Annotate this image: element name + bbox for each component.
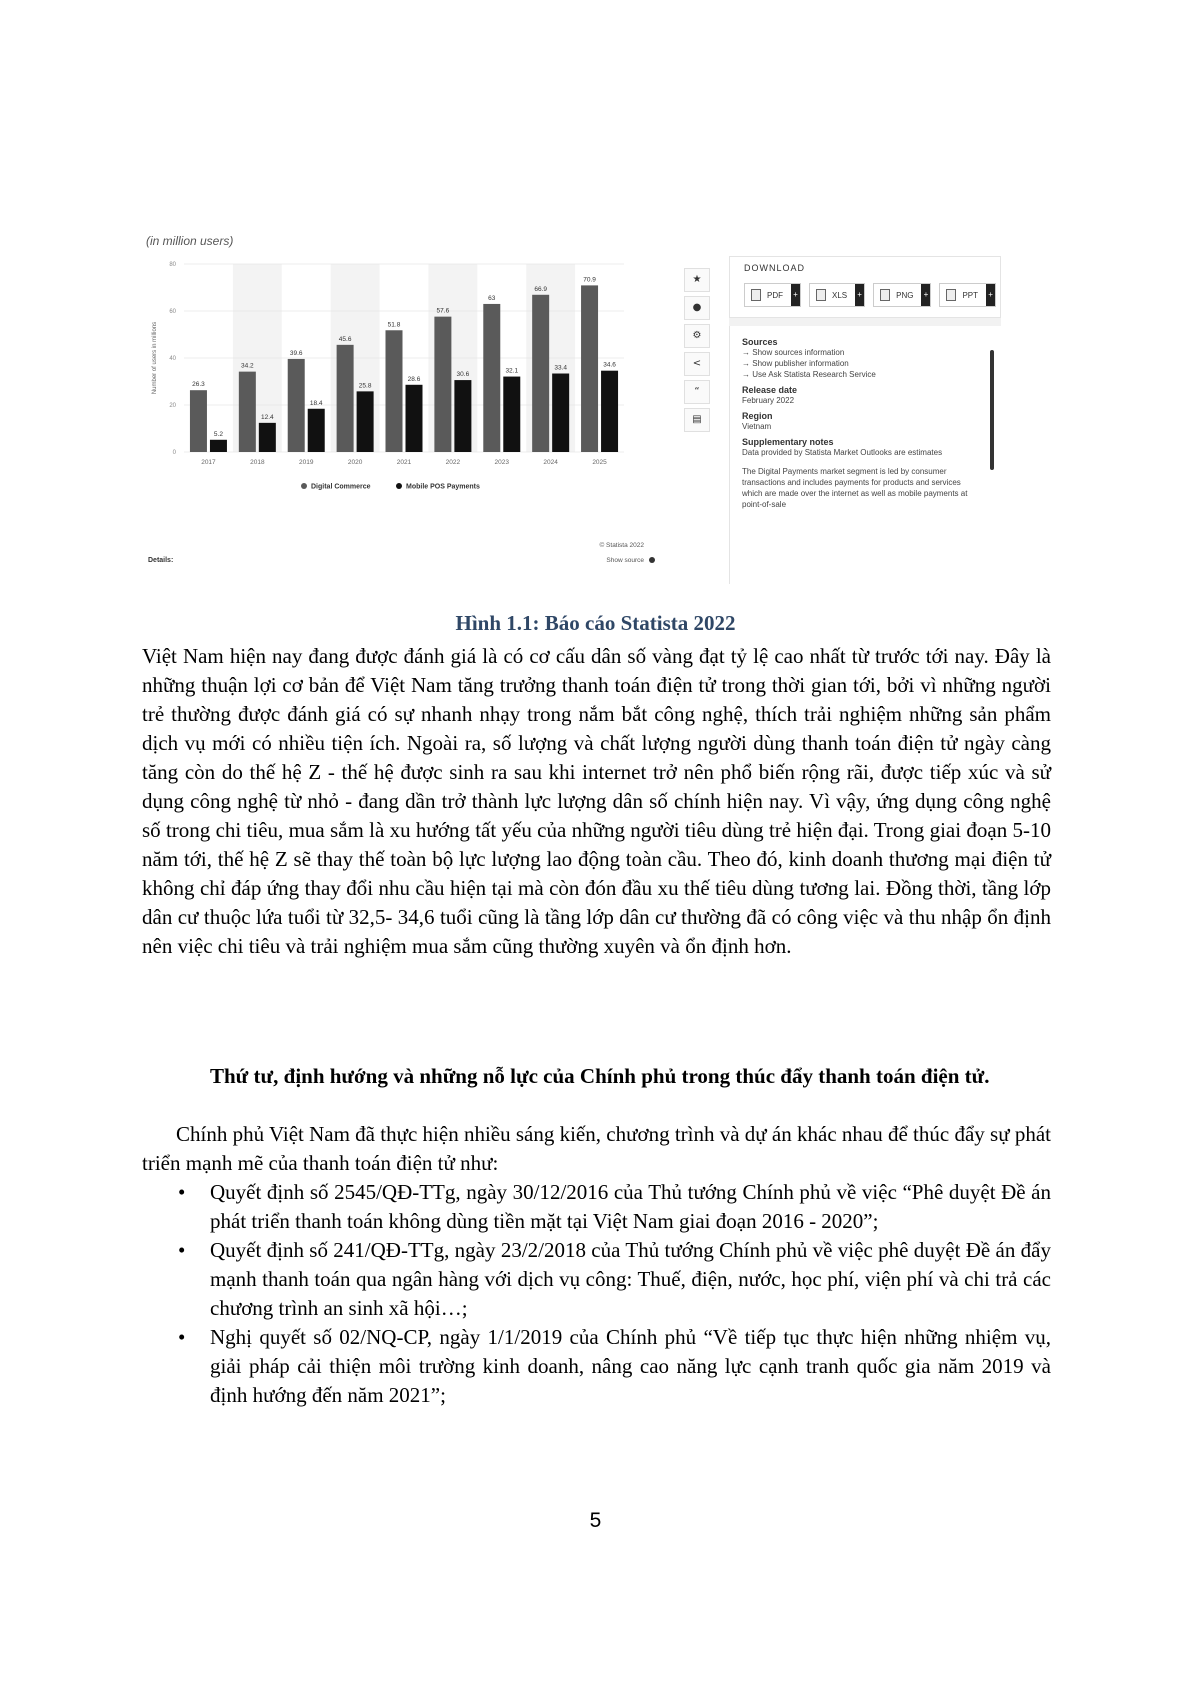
scrollbar[interactable] [990,350,994,470]
x-tick-label: 2018 [250,459,265,466]
list-item [142,1236,1051,1323]
bell-icon[interactable]: ● [684,296,710,320]
decision-list [142,1178,1051,1410]
bar-mobile-pos [357,391,374,452]
download-xls-button[interactable] [809,283,865,307]
region-value: Vietnam [742,422,772,431]
bar-chart [144,256,672,584]
list-item-text: Nghị quyết số 02/NQ-CP, ngày 1/1/2019 của Chính phủ “Về tiếp tục thực hiện những nhiệm vụ, giải pháp cải thiện môi trường kinh doanh, nâng cao năng lực cạnh tranh quốc gia năm 2019 và định hướng đến năm 2021”; [210,1325,1051,1407]
unit-caption: (in million users) [146,234,234,248]
plus-icon: + [986,284,995,306]
data-label: 18.4 [309,399,323,407]
download-buttons [744,283,996,307]
publisher-link-text: Show publisher information [752,359,849,368]
statista-figure [144,228,1001,584]
data-label: 66.9 [534,285,547,293]
x-tick-label: 2023 [494,459,510,466]
data-label: 32.1 [505,367,519,375]
y-tick-label: 60 [169,309,176,315]
figure-caption: Hình 1.1: Báo cáo Statista 2022 [455,611,736,635]
download-xls-label: XLS [832,290,848,300]
download-pdf-label: PDF [767,290,783,300]
info-icon [649,557,655,563]
bar-digital-commerce [190,390,207,452]
bullet-icon: • [178,1238,186,1262]
bar-digital-commerce [483,304,500,452]
file-icon [946,289,956,301]
bar-digital-commerce [239,372,256,452]
page-number: 5 [589,1509,602,1532]
sources-link[interactable]: → Show sources information [742,348,845,357]
bar-mobile-pos [210,440,227,452]
data-label: 28.6 [407,375,421,383]
x-tick-label: 2022 [445,459,461,466]
bar-mobile-pos [259,423,276,452]
bullet-icon: • [178,1180,186,1204]
star-icon[interactable]: ★ [684,268,710,292]
list-item [142,1323,1051,1410]
download-png-button[interactable] [873,283,931,307]
file-icon [880,289,890,301]
data-label: 5.2 [213,430,223,438]
notes-value: Data provided by Statista Market Outlooks are estimates [742,448,943,457]
data-label: 34.2 [241,362,254,370]
download-ppt-button[interactable] [939,283,996,307]
data-label: 26.3 [192,381,205,389]
bar-mobile-pos [601,371,618,452]
data-label: 51.8 [387,321,401,329]
research-service-link[interactable]: → Use Ask Statista Research Service [742,370,876,379]
release-value: February 2022 [742,396,795,405]
side-panel [729,256,1001,584]
legend-label: Digital Commerce [311,483,371,491]
legend-marker [396,483,402,489]
data-label: 57.6 [436,307,450,315]
y-tick-label: 0 [172,450,176,456]
bar-mobile-pos [406,385,423,452]
bar-digital-commerce [386,330,403,452]
list-item-text: Quyết định số 2545/QĐ-TTg, ngày 30/12/2016 của Thủ tướng Chính phủ về việc “Phê duyệt Đề án phát triển thanh toán không dùng tiền mặt tại Việt Nam giai đoạn 2016 - 2020”; [210,1180,1051,1233]
data-label: 39.6 [289,349,303,357]
bar-mobile-pos [454,380,471,452]
data-label: 63 [488,294,496,302]
bar-digital-commerce [434,317,451,452]
data-label: 45.6 [338,335,352,343]
bar-digital-commerce [288,359,305,452]
details-label: Details: [148,557,174,564]
region-title: Region [742,411,773,421]
x-tick-label: 2021 [396,459,412,466]
data-label: 70.9 [583,276,596,284]
bar-digital-commerce [581,285,598,452]
y-tick-label: 40 [169,356,176,362]
bar-mobile-pos [552,374,569,452]
data-label: 33.4 [554,364,567,372]
share-icon[interactable]: < [684,352,710,376]
paragraph-2: Chính phủ Việt Nam đã thực hiện nhiều sáng kiến, chương trình và dự án khác nhau để thúc đẩy sự phát triển mạnh mẽ của thanh toán điện tử như: [142,1122,1051,1175]
file-icon [816,289,826,301]
download-png-label: PNG [896,290,914,300]
release-title: Release date [742,385,798,395]
quote-icon[interactable]: “ [684,380,710,404]
download-ppt-label: PPT [962,290,979,300]
download-pdf-button[interactable] [744,283,801,307]
x-tick-label: 2017 [201,459,216,466]
chart-panel [144,256,672,584]
print-icon[interactable]: ▤ [684,408,710,432]
bar-digital-commerce [337,345,354,452]
legend-label: Mobile POS Payments [406,483,480,491]
y-tick-label: 80 [169,262,176,268]
data-label: 12.4 [261,413,274,421]
paragraph-1: Việt Nam hiện nay đang được đánh giá là có cơ cấu dân số vàng đạt tỷ lệ cao nhất từ trước tới nay. Đây là những thuận lợi cơ bản để Việt Nam tăng trưởng thanh toán điện tử trong thời gian tới, bởi vì những người trẻ thường được đánh giá có sự nhanh nhạy trong nắm bắt công nghệ, thích trải nghiệm những sản phẩm dịch vụ mới có nhiều tiện ích. Ngoài ra, số lượng và chất lượng người dùng thanh toán điện tử ngày càng tăng còn do thế hệ Z - thế hệ được sinh ra sau khi internet trở nên phổ biến rộng rãi, được tiếp xúc và sử dụng công nghệ từ nhỏ - đang dần trở thành lực lượng dân số chính hiện nay. Vì vậy, ứng dụng công nghệ số trong chi tiêu, mua sắm là xu hướng tất yếu của những người tiêu dùng trẻ hiện đại. Trong giai đoạn 5-10 năm tới, thế hệ Z sẽ thay thế toàn bộ lực lượng lao động toàn cầu. Theo đó, kinh doanh thương mại điện tử không chỉ đáp ứng thay đổi nhu cầu hiện tại mà còn đón đầu xu thế tiêu dùng tương lai. Đồng thời, tầng lớp dân cư thuộc lứa tuổi từ 32,5- 34,6 tuổi cũng là tầng lớp dân cư thường đã có công việc và thu nhập ổn định nên việc chi tiêu và trải nghiệm mua sắm cũng thường xuyên và ổn định hơn. [142,644,1051,958]
show-source-link: Show source [606,557,644,564]
x-tick-label: 2019 [298,459,314,466]
info-box [729,326,1002,584]
data-label: 34.6 [603,361,616,369]
bullet-icon: • [178,1325,186,1349]
legend-marker [301,483,307,489]
download-title: DOWNLOAD [744,263,806,273]
list-item [142,1178,1051,1236]
bar-mobile-pos [308,409,325,452]
chart-toolbar [684,268,710,436]
sources-link-text: Show sources information [752,348,845,357]
x-tick-label: 2024 [543,459,558,466]
file-icon [751,289,761,301]
x-tick-label: 2025 [592,459,607,466]
data-label: 25.8 [358,382,372,390]
plus-icon: + [921,284,930,306]
notes-title: Supplementary notes [742,437,834,447]
research-service-link-text: Use Ask Statista Research Service [752,370,876,379]
publisher-link[interactable]: → Show publisher information [742,359,849,368]
plus-icon: + [791,284,800,306]
info-content [742,332,978,510]
x-tick-label: 2020 [347,459,363,466]
list-item-text: Quyết định số 241/QĐ-TTg, ngày 23/2/2018 của Thủ tướng Chính phủ về việc phê duyệt Đề án đẩy mạnh thanh toán qua ngân hàng với dịch vụ công: Thuế, điện, nước, học phí, viện phí và chi trả các chương trình an sinh xã hội…; [210,1238,1051,1320]
bar-digital-commerce [532,295,549,452]
bar-mobile-pos [503,377,520,452]
description-text: The Digital Payments market segment is led by consumer transactions and includes payments for products and services which are made over the internet as well as mobile payments at point-of-sale [742,467,968,509]
y-tick-label: 20 [169,403,176,409]
copyright-text: © Statista 2022 [599,542,644,549]
section-heading: Thứ tư, định hướng và những nỗ lực của Chính phủ trong thúc đẩy thanh toán điện tử. [210,1064,990,1088]
sources-title: Sources [742,337,778,347]
plus-icon: + [855,284,864,306]
gear-icon[interactable]: ⚙ [684,324,710,348]
download-box [729,256,1001,318]
y-axis-label: Number of users in millions [152,321,158,395]
data-label: 30.6 [456,371,470,379]
